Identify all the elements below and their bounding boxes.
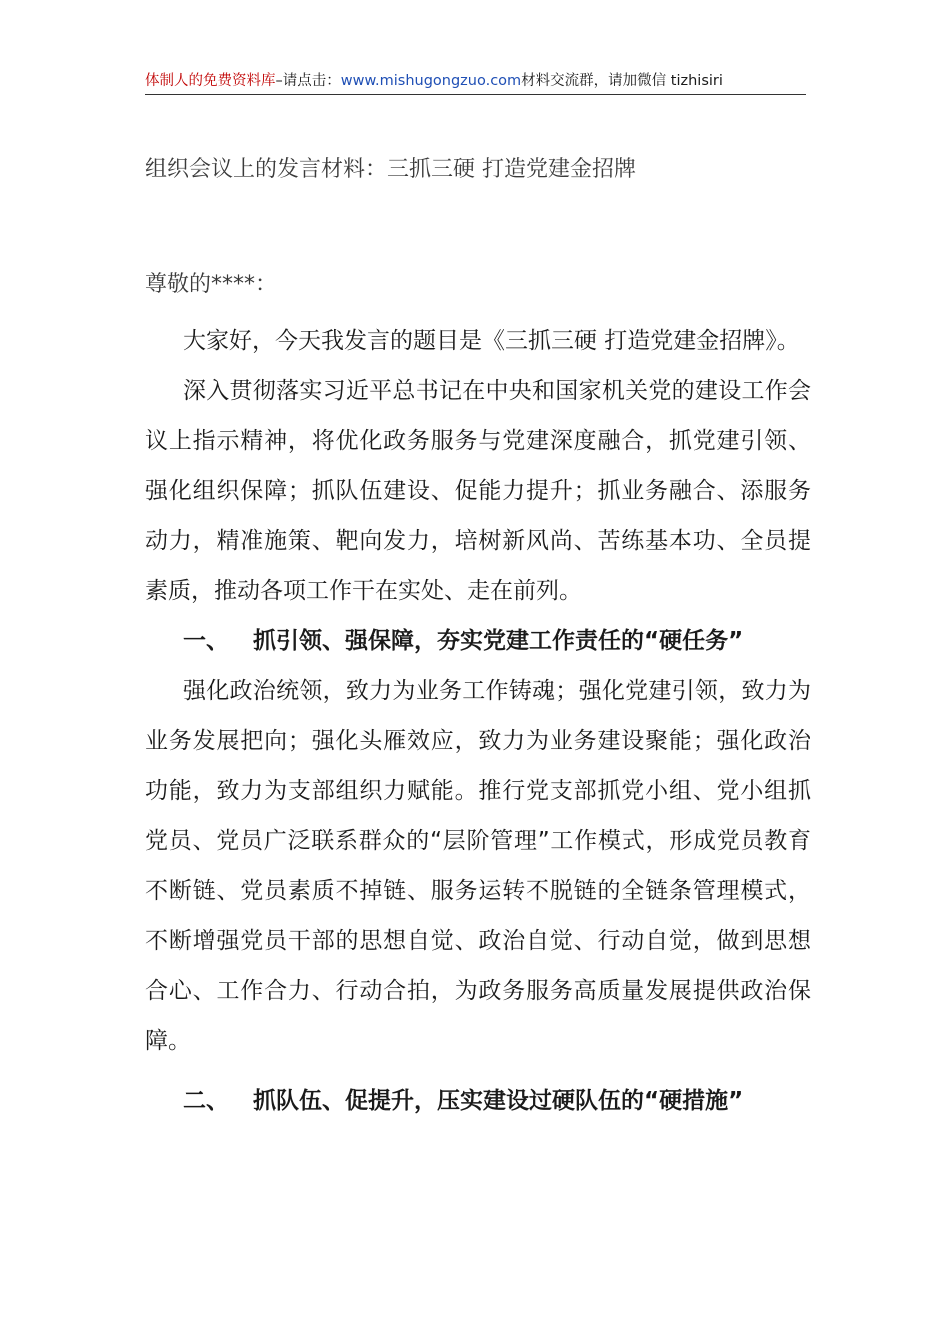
overview-paragraph: 深入贯彻落实习近平总书记在中央和国家机关党的建设工作会议上指示精神，将优化政务服务与党建深度融合，抓党建引领、强化组织保障；抓队伍建设、促能力提升；抓业务融合、添服务动力，精准施策、靶向发力，培树新风尚、苦练基本功、全员提素质，推动各项工作干在实处、走在前列。 — [145, 378, 811, 604]
section-number-1: 一、 — [183, 628, 229, 654]
header-brand: 体制人的免费资料库 — [145, 73, 276, 89]
page-header — [145, 70, 806, 95]
header-url-link[interactable]: www.mishugongzuo.com — [340, 73, 522, 89]
section-heading-1 — [145, 616, 811, 666]
salutation: 尊敬的****： — [145, 272, 278, 297]
document-title: 组织会议上的发言材料：三抓三硬 打造党建金招牌 — [145, 157, 636, 182]
document-body — [145, 316, 811, 1126]
intro-paragraph: 大家好，今天我发言的题目是《三抓三硬 打造党建金招牌》。 — [183, 328, 800, 354]
section-number-2: 二、 — [183, 1088, 229, 1114]
header-tail: 材料交流群，请加微信 tizhisiri — [521, 73, 723, 89]
section-heading-2-text: 抓队伍、促提升，压实建设过硬队伍的“硬措施” — [253, 1088, 744, 1114]
header-prompt: –请点击： — [275, 73, 341, 89]
section-heading-2 — [145, 1076, 811, 1126]
section-heading-1-text: 抓引领、强保障，夯实党建工作责任的“硬任务” — [253, 628, 744, 654]
section-1-paragraph: 强化政治统领，致力为业务工作铸魂；强化党建引领，致力为业务发展把向；强化头雁效应，致力为业务建设聚能；强化政治功能，致力为支部组织力赋能。推行党支部抓党小组、党小组抓党员、党员广泛联系群众的“层阶管理”工作模式，形成党员教育不断链、党员素质不掉链、服务运转不脱链的全链条管理模式，不断增强党员干部的思想自觉、政治自觉、行动自觉，做到思想合心、工作合力、行动合拍，为政务服务高质量发展提供政治保障。 — [145, 678, 811, 1054]
